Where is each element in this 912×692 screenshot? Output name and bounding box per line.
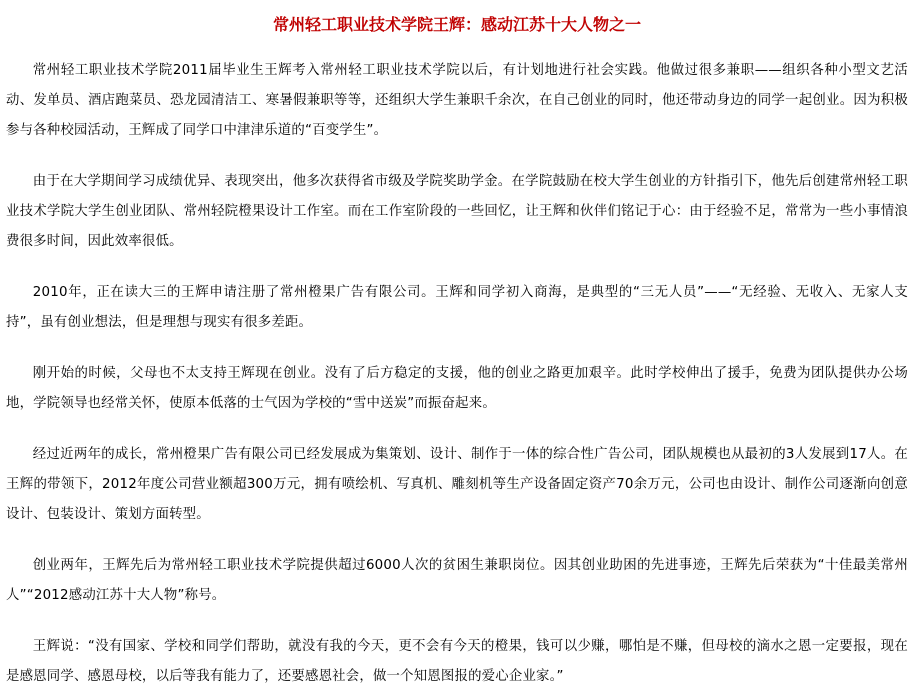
article-paragraph-1: 常州轻工职业技术学院2011届毕业生王辉考入常州轻工职业技术学院以后，有计划地进行社会实践。他做过很多兼职——组织各种小型文艺活动、发单员、酒店跑菜员、恐龙园清洁工、寒暑假兼职等等，还组织大学生兼职千余次，在自己创业的同时，他还带动身边的同学一起创业。因为积极参与各种校园活动，王辉成了同学口中津津乐道的“百变学生”。	[6, 63, 908, 138]
article-paragraph-2: 由于在大学期间学习成绩优异、表现突出，他多次获得省市级及学院奖助学金。在学院鼓励在校大学生创业的方针指引下，他先后创建常州轻工职业技术学院大学生创业团队、常州轻院橙果设计工作室。而在工作室阶段的一些回忆，让王辉和伙伴们铭记于心：由于经验不足，常常为一些小事情浪费很多时间，因此效率很低。	[6, 174, 908, 249]
article-paragraph-4: 刚开始的时候，父母也不太支持王辉现在创业。没有了后方稳定的支援，他的创业之路更加艰辛。此时学校伸出了援手，免费为团队提供办公场地，学院领导也经常关怀，使原本低落的士气因为学校的“雪中送炭”而振奋起来。	[6, 366, 908, 411]
article-title: 常州轻工职业技术学院王辉：感动江苏十大人物之一	[272, 15, 641, 34]
article-paragraph-5: 经过近两年的成长，常州橙果广告有限公司已经发展成为集策划、设计、制作于一体的综合性广告公司，团队规模也从最初的3人发展到17人。在王辉的带领下，2012年度公司营业额超300万元，拥有喷绘机、写真机、雕刻机等生产设备固定资产70余万元，公司也由设计、制作公司逐渐向创意设计、包装设计、策划方面转型。	[6, 447, 908, 522]
article-paragraph-3: 2010年，正在读大三的王辉申请注册了常州橙果广告有限公司。王辉和同学初入商海，是典型的“三无人员”——“无经验、无收入、无家人支持”，虽有创业想法，但是理想与现实有很多差距。	[6, 285, 908, 330]
article-paragraph-6: 创业两年，王辉先后为常州轻工职业技术学院提供超过6000人次的贫困生兼职岗位。因其创业助困的先进事迹，王辉先后荣获为“十佳最美常州人”“2012感动江苏十大人物”称号。	[6, 558, 908, 603]
article-paragraph-7: 王辉说：“没有国家、学校和同学们帮助，就没有我的今天，更不会有今天的橙果，钱可以少赚，哪怕是不赚，但母校的滴水之恩一定要报，现在是感恩同学、感恩母校，以后等我有能力了，还要感恩社会，做一个知恩图报的爱心企业家。”	[6, 639, 908, 684]
